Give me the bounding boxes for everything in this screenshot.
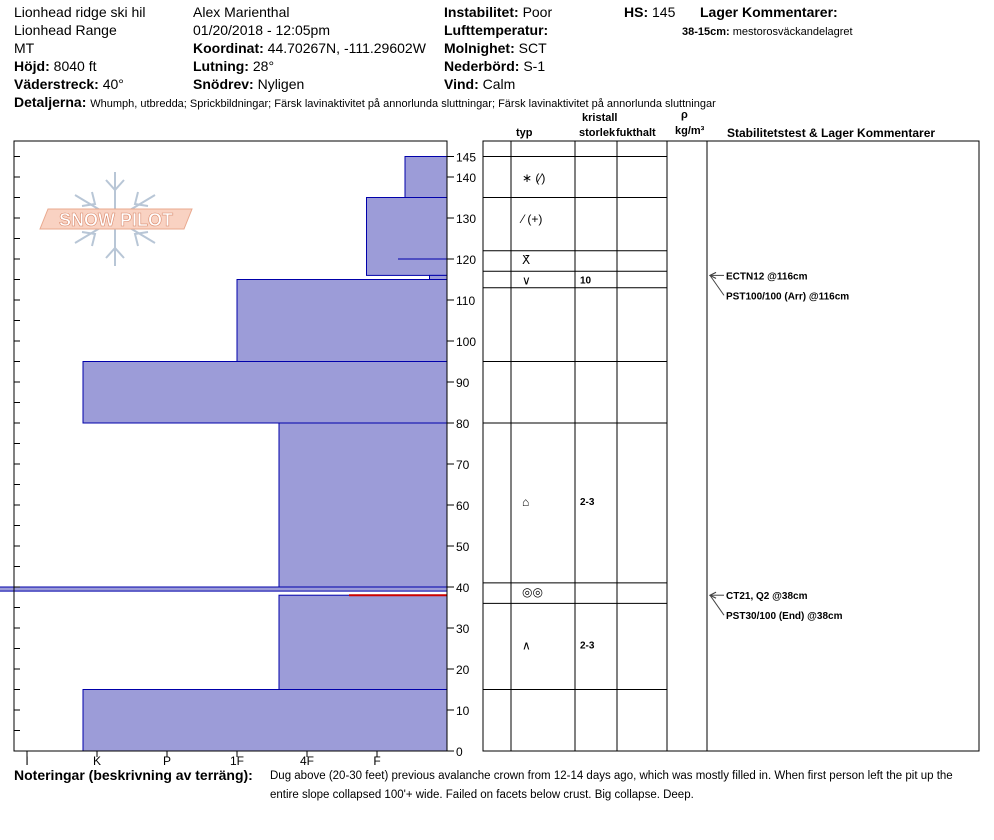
notes-line-2: entire slope collapsed 100'+ wide. Failed on facets below crust. Big collapse. Deep. [270, 789, 694, 801]
col-size: storlek [579, 127, 616, 139]
grain-type-symbol: ∨ [522, 273, 531, 288]
hardness-layer [279, 595, 447, 689]
grain-type-symbol: ⌂ [522, 494, 530, 509]
observation-datetime: 01/20/2018 - 12:05pm [193, 22, 330, 38]
slope-label: Lutning: [193, 58, 249, 74]
col-rho: ρ [681, 109, 688, 121]
snowpilot-logo [40, 172, 192, 266]
aspect-label: Väderstreck: [14, 76, 99, 92]
hardness-tick-label: P [162, 754, 172, 768]
wind-loading-value: Nyligen [257, 76, 305, 92]
aspect-value: 40° [102, 76, 124, 92]
depth-tick-label: 60 [456, 499, 470, 513]
hardness-tick-label: 1F [229, 754, 245, 768]
grain-type-symbol: ◎◎ [522, 585, 543, 600]
coord-label: Koordinat: [193, 40, 264, 56]
depth-tick-label: 120 [456, 253, 477, 267]
layer-table-frame [483, 141, 979, 751]
layer-comment-range: 38-15cm: [682, 26, 730, 38]
hs-label: HS: [624, 4, 649, 20]
hardness-layer [0, 587, 447, 591]
grain-type-symbol: ∗ (⁄) [522, 171, 546, 185]
hardness-tick-label: K [92, 754, 102, 768]
layer-comment-text: mestorosväckandelagret [732, 26, 853, 38]
hardness-layer [83, 690, 447, 752]
precip-value: S-1 [523, 58, 546, 74]
col-density: kg/m³ [675, 125, 705, 137]
depth-tick-label: 145 [456, 150, 477, 165]
depth-tick-label: 40 [456, 581, 470, 595]
hardness-layer [237, 280, 447, 362]
test-arrow [710, 275, 724, 295]
test-arrow [710, 595, 724, 615]
stability-label: Instabilitet: [444, 4, 519, 20]
depth-tick-label: 20 [456, 663, 470, 677]
depth-tick-label: 100 [456, 335, 477, 349]
depth-tick-label: 130 [456, 212, 477, 226]
slope-value: 28° [252, 58, 275, 74]
depth-tick-label: 110 [456, 294, 476, 308]
depth-tick-label: 70 [456, 458, 470, 472]
air-temp-label: Lufttemperatur: [444, 22, 549, 38]
wind-label: Vind: [444, 76, 479, 92]
wind-loading-label: Snödrev: [193, 76, 254, 92]
depth-tick-label: 80 [456, 417, 470, 431]
location-name: Lionhead ridge ski hil [14, 4, 146, 20]
depth-tick-label: 30 [456, 622, 470, 636]
precip-label: Nederbörd: [444, 58, 520, 74]
stability-test-result: ECTN12 @116cm [726, 271, 808, 283]
details-label: Detaljerna: [14, 94, 87, 110]
sky-label: Molnighet: [444, 40, 515, 56]
depth-tick-label: 50 [456, 540, 470, 554]
depth-tick-label: 10 [456, 704, 470, 718]
depth-tick-label: 140 [456, 171, 477, 185]
hardness-layer [83, 362, 447, 424]
layer-comments-title: Lager Kommentarer: [700, 4, 838, 20]
elevation-value: 8040 ft [53, 58, 97, 74]
stability-test-result: PST30/100 (End) @38cm [726, 611, 843, 623]
col-moisture: fukthalt [616, 127, 656, 139]
depth-tick-label: 90 [456, 376, 470, 390]
col-type: typ [516, 127, 533, 139]
notes-label: Noteringar (beskrivning av terräng): [14, 767, 253, 783]
grain-type-symbol: ∧ [522, 638, 531, 653]
depth-tick-label: 0 [456, 745, 463, 759]
notes-line-1: Dug above (20-30 feet) previous avalanche crown from 12-14 days ago, which was mostly filled in. When first person left the pit up the [270, 770, 953, 782]
hardness-layer [367, 198, 448, 276]
observer-name: Alex Marienthal [193, 4, 290, 20]
sky-value: SCT [518, 40, 547, 56]
grain-size-value: 2-3 [580, 640, 595, 652]
grain-size-value: 10 [580, 275, 592, 287]
state-name: MT [14, 40, 35, 56]
grain-type-symbol: Ⅹ̄ [522, 253, 531, 267]
details-value: Whumph, utbredda; Sprickbildningar; Färsk lavinaktivitet på annorlunda sluttningar; Färsk lavinaktivitet på annorlunda sluttningar [90, 98, 716, 110]
hardness-layer [405, 157, 447, 198]
coord-value: 44.70267N, -111.29602W [267, 40, 426, 56]
hardness-layer [279, 423, 447, 587]
range-name: Lionhead Range [14, 22, 117, 38]
stability-test-result: CT21, Q2 @38cm [726, 591, 808, 603]
stability-test-result: PST100/100 (Arr) @116cm [726, 291, 850, 303]
hardness-tick-label: 4F [299, 754, 315, 768]
logo-text: SNOW PILOT [59, 210, 173, 230]
hardness-tick-label: I [25, 754, 29, 768]
grain-type-symbol: ⁄ (+) [522, 212, 543, 226]
stability-value: Poor [522, 4, 553, 20]
col-crystal: kristall [582, 112, 618, 124]
wind-value: Calm [482, 76, 516, 92]
elevation-label: Höjd: [14, 58, 50, 74]
hardness-layer [430, 275, 448, 279]
hs-value: 145 [652, 4, 676, 20]
hardness-tick-label: F [373, 754, 381, 768]
grain-size-value: 2-3 [580, 496, 595, 508]
col-tests: Stabilitetstest & Lager Kommentarer [727, 126, 936, 140]
